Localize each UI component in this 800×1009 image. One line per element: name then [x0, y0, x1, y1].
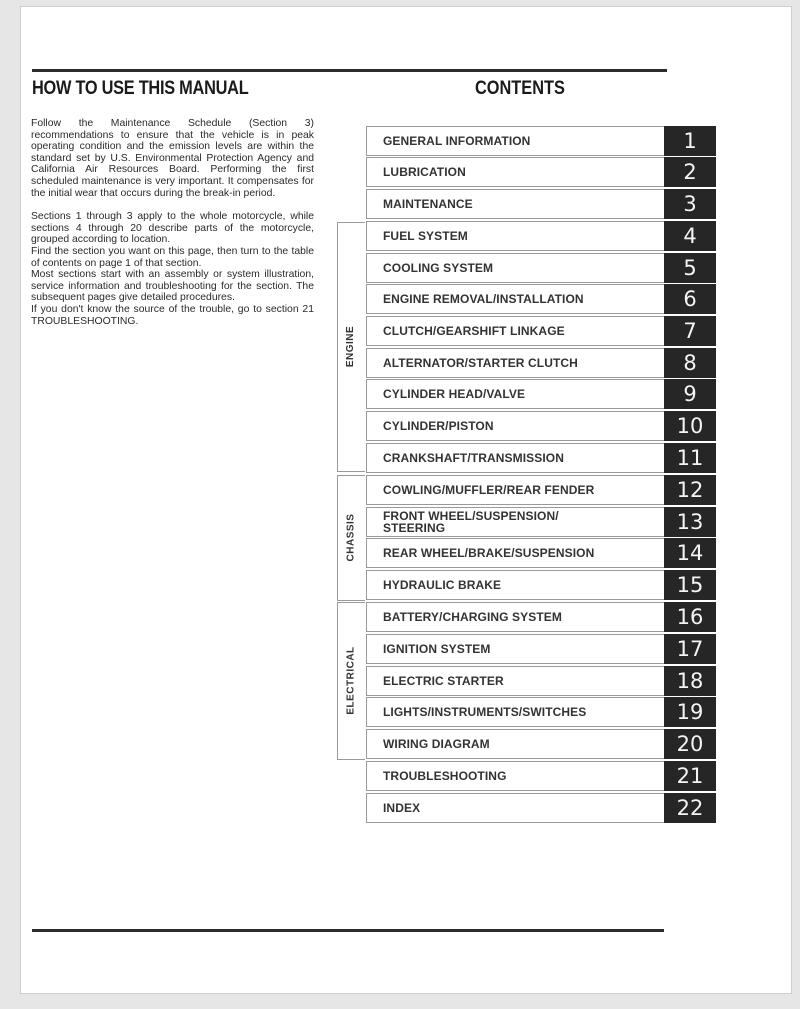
engine-group-label: ENGINE: [345, 325, 357, 367]
section-label: CLUTCH/GEARSHIFT LINKAGE: [383, 324, 565, 338]
how-to-use-title: HOW TO USE THIS MANUAL: [32, 78, 249, 99]
section-number-tab: 14: [664, 538, 716, 568]
section-number-tab: 18: [664, 666, 716, 696]
toc-row[interactable]: [366, 189, 716, 219]
intro-paragraph: Follow the Maintenance Schedule (Section 3) recommendations to ensure that the vehicle is in peak operating condition and the emission levels are within the standard set by U.S. Environmental Protection Agency and California Air Resources Board. Performing the first scheduled maintenance is very important. It compensates for the initial wear that occurs during the break-in period.: [31, 118, 314, 199]
chassis-group-label: CHASSIS: [345, 513, 357, 561]
toc-row[interactable]: [366, 126, 716, 156]
section-number-tab: 12: [664, 475, 716, 505]
top-rule: [32, 69, 667, 72]
section-number-tab: 2: [664, 157, 716, 187]
toc-row[interactable]: [366, 316, 716, 346]
electrical-group-label: ELECTRICAL: [345, 645, 357, 715]
section-label: GENERAL INFORMATION: [383, 134, 531, 148]
section-number-tab: 19: [664, 697, 716, 727]
section-number-tab: 10: [664, 411, 716, 441]
section-number-tab: 7: [664, 316, 716, 346]
intro-paragraph: Sections 1 through 3 apply to the whole motorcycle, while sections 4 through 20 describe parts of the motorcycle, grouped according to location.: [31, 211, 314, 246]
section-number-tab: 4: [664, 221, 716, 251]
section-label: CYLINDER HEAD/VALVE: [383, 387, 526, 401]
section-label: TROUBLESHOOTING: [383, 769, 507, 783]
section-label: LUBRICATION: [383, 165, 466, 179]
intro-paragraph: If you don't know the source of the trouble, go to section 21 TROUBLESHOOTING.: [31, 303, 314, 327]
section-label: REAR WHEEL/BRAKE/SUSPENSION: [383, 546, 595, 560]
section-label: COWLING/MUFFLER/REAR FENDER: [383, 483, 595, 497]
section-number-tab: 11: [664, 443, 716, 473]
section-label: ELECTRIC STARTER: [383, 674, 504, 688]
toc-row[interactable]: [366, 475, 716, 505]
how-to-use-text: [31, 118, 314, 327]
section-label: LIGHTS/INSTRUMENTS/SWITCHES: [383, 705, 587, 719]
section-number-tab: 15: [664, 570, 716, 600]
section-number-tab: 22: [664, 793, 716, 823]
toc-row[interactable]: [366, 221, 716, 251]
section-label: HYDRAULIC BRAKE: [383, 578, 502, 592]
section-label: WIRING DIAGRAM: [383, 737, 490, 751]
section-label: CRANKSHAFT/TRANSMISSION: [383, 451, 564, 465]
section-number-tab: 5: [664, 253, 716, 283]
section-label: COOLING SYSTEM: [383, 261, 494, 275]
section-label: INDEX: [383, 801, 421, 815]
section-number-tab: 8: [664, 348, 716, 378]
section-label: MAINTENANCE: [383, 197, 473, 211]
section-label: CYLINDER/PISTON: [383, 419, 494, 433]
section-label: FRONT WHEEL/SUSPENSION/ STEERING: [383, 509, 559, 535]
toc-row[interactable]: [366, 793, 716, 823]
intro-paragraph: Most sections start with an assembly or system illustration, service information and troubleshooting for the section. The subsequent pages give detailed procedures.: [31, 269, 314, 304]
section-label: FUEL SYSTEM: [383, 229, 468, 243]
section-number-tab: 17: [664, 634, 716, 664]
toc-row[interactable]: [366, 602, 716, 632]
toc-row[interactable]: [366, 507, 716, 537]
toc-row[interactable]: [366, 443, 716, 473]
toc-row[interactable]: [366, 697, 716, 727]
section-number-tab: 9: [664, 379, 716, 409]
section-label: ENGINE REMOVAL/INSTALLATION: [383, 292, 584, 306]
toc-row[interactable]: [366, 570, 716, 600]
contents-title: CONTENTS: [475, 78, 565, 99]
intro-paragraph: Find the section you want on this page, then turn to the table of contents on page 1 of that section.: [31, 245, 314, 269]
toc-row[interactable]: [366, 634, 716, 664]
toc-row[interactable]: [366, 348, 716, 378]
section-label: ALTERNATOR/STARTER CLUTCH: [383, 356, 578, 370]
section-number-tab: 13: [664, 507, 716, 537]
section-number-tab: 6: [664, 284, 716, 314]
section-number-tab: 16: [664, 602, 716, 632]
toc-row[interactable]: [366, 157, 716, 187]
toc-row[interactable]: [366, 411, 716, 441]
toc-row[interactable]: [366, 761, 716, 791]
toc-row[interactable]: [366, 379, 716, 409]
section-number-tab: 20: [664, 729, 716, 759]
section-number-tab: 1: [664, 126, 716, 156]
section-label: IGNITION SYSTEM: [383, 642, 491, 656]
toc-row[interactable]: [366, 666, 716, 696]
toc-row[interactable]: [366, 729, 716, 759]
section-number-tab: 3: [664, 189, 716, 219]
toc-row[interactable]: [366, 253, 716, 283]
section-number-tab: 21: [664, 761, 716, 791]
bottom-rule: [32, 929, 664, 932]
toc-row[interactable]: [366, 284, 716, 314]
toc-row[interactable]: [366, 538, 716, 568]
section-label: BATTERY/CHARGING SYSTEM: [383, 610, 562, 624]
